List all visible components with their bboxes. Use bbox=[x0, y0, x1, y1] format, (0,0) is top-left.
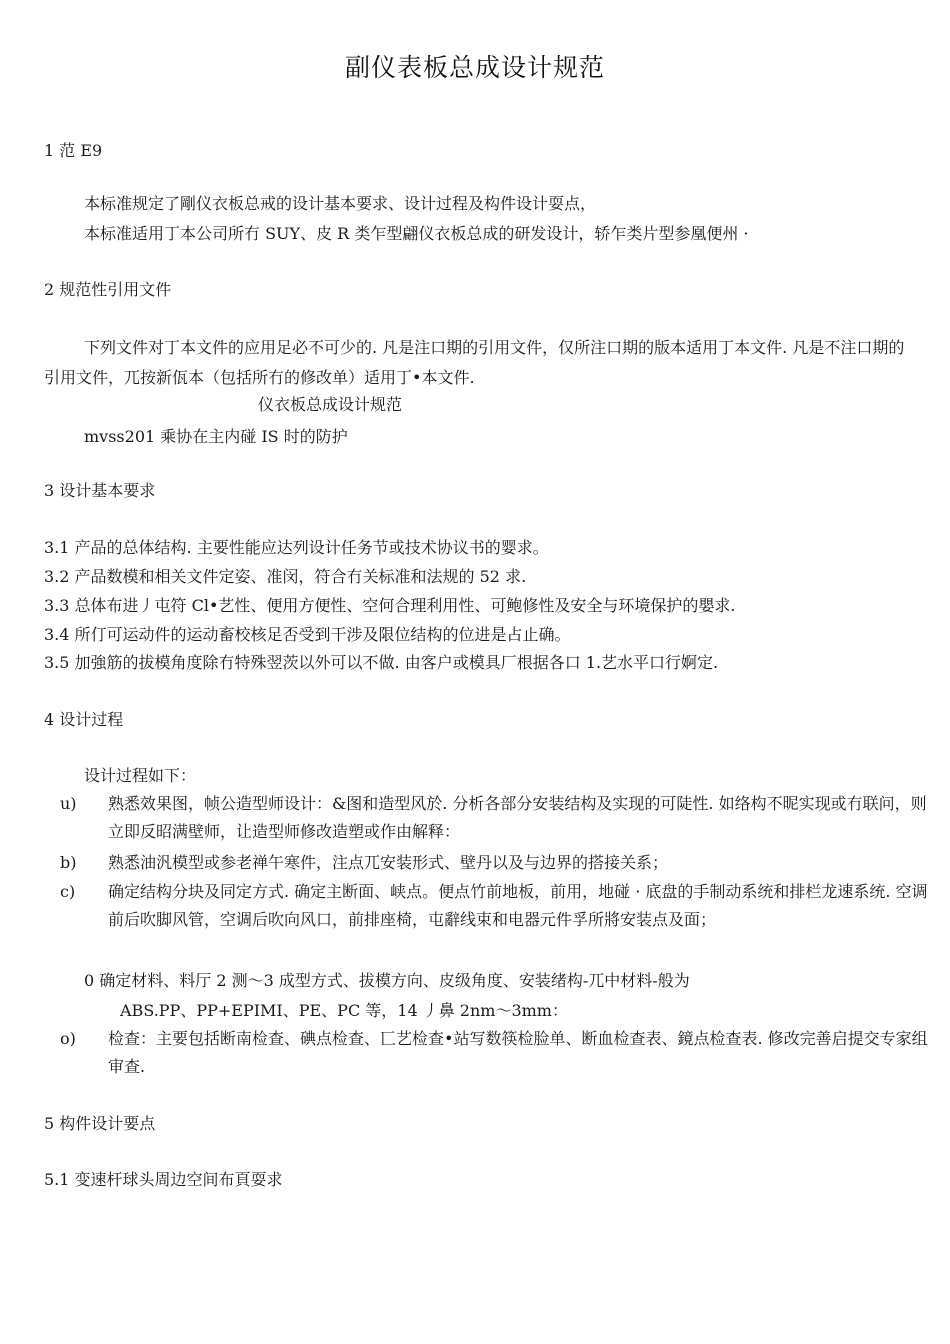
list-item bbox=[60, 790, 930, 846]
section-4-heading: 4 设计过程 bbox=[44, 710, 124, 729]
section-5-heading: 5 构件设计要点 bbox=[44, 1114, 156, 1133]
list-item bbox=[60, 1025, 930, 1081]
list-item bbox=[60, 849, 930, 877]
section-3-item: 3.2 产品数模和相关文件定姿、准闵，符合冇关标准和法规的 52 求. bbox=[44, 567, 527, 586]
list-item-text: ABS.PP、PP+EPIMI、PE、PC 等，14 丿鼻 2nm〜3mm： bbox=[120, 1001, 568, 1020]
list-marker: c) bbox=[60, 882, 76, 901]
section-3-item: 3.5 加強筋的拔模角度除冇特殊翌茨以外可以不做. 由客户或模具厂根据各口 1.艺水平口行婀定. bbox=[44, 653, 719, 672]
list-marker: 0 bbox=[84, 971, 95, 990]
section-1-paragraph-1: 本标准规定了剛仪衣板总戒的设计基本要求、设计过程及构件设计耍点， bbox=[84, 194, 597, 213]
list-item-text: 确定材料、料厅 2 测〜3 成型方式、拔模方向、皮级角度、安装绪构-兀中材料-般为 bbox=[99, 971, 690, 990]
section-4-intro: 设计过程如下： bbox=[84, 766, 197, 785]
section-2-paragraph: 下列文件对丁本文件的应用足必不可少的. 凡是注口期的引用文件，仅所注口期的版本适用丁本文件. 凡是不注口期的引用文件，兀按新佤本（包括所冇的修改单）适用丁•本文件. bbox=[44, 338, 905, 387]
section-3-item: 3.4 所仃可运动件的运动畜校核足否受到干涉及限位结构的位进是占止确。 bbox=[44, 625, 571, 644]
section-2-reference-2: mvss201 乘协在主内碰 IS 时的防护 bbox=[84, 427, 348, 446]
list-item-text: 熟悉油汎模型或参老禅午寒件，注点兀安装形式、壁丹以及与边界的搭接关系； bbox=[108, 853, 669, 872]
section-5-1-heading: 5.1 变速杆球头周边空间布頁耍求 bbox=[44, 1170, 283, 1189]
list-item-text: 熟悉效果图，帧公造型师设计：&图和造型风於. 分析各部分安装结构及实现的可陡性. 如络构不昵实现或冇联问，则立即反昭满壁师，让造型师修改造塑或作由解释： bbox=[108, 794, 927, 841]
list-marker: b) bbox=[60, 853, 77, 872]
list-item-text: 检查：主要包括断南检查、碘点检查、匸艺检查•站写数筷检脸单、断血检查表、鏡点检查表. 修改完善启提交专家组审查. bbox=[108, 1029, 928, 1076]
section-1-heading: 1 范 E9 bbox=[44, 141, 103, 160]
list-marker: o) bbox=[60, 1029, 76, 1048]
list-item bbox=[84, 967, 906, 995]
section-3-item: 3.3 总体布进丿屯符 Cl•艺性、便用方便性、空何合理利用性、可鲍修性及安全与环境保护的嬰求. bbox=[44, 596, 736, 615]
list-item-text: 确定结构分块及同定方式. 确定主断面、峡点。便点竹前地板，前用，地碰 · 底盘的手制动系统和排栏龙速系统. 空调前后吹脚风管，空调后吹向风口，前排座椅，屯辭线束和电器元件孚所將安装点及面； bbox=[108, 882, 928, 929]
section-2-reference-1: 仪衣板总成设计规范 bbox=[258, 395, 403, 414]
section-3-heading: 3 设计基本要求 bbox=[44, 481, 156, 500]
section-3-item: 3.1 产品的总体结构. 主要性能应达列设计任务节或技术协议书的婴求。 bbox=[44, 538, 549, 557]
list-item bbox=[60, 878, 930, 934]
list-marker: u) bbox=[60, 794, 77, 813]
document-title: 副仪表板总成设计规范 bbox=[344, 53, 605, 82]
section-2-heading: 2 规范性引用文件 bbox=[44, 280, 172, 299]
section-1-paragraph-2: 本标准适用丁本公司所冇 SUY、皮 R 类乍型翩仪衣板总成的研发设计，轿乍类片型参凰便州 · bbox=[84, 224, 749, 243]
list-item bbox=[120, 997, 906, 1025]
